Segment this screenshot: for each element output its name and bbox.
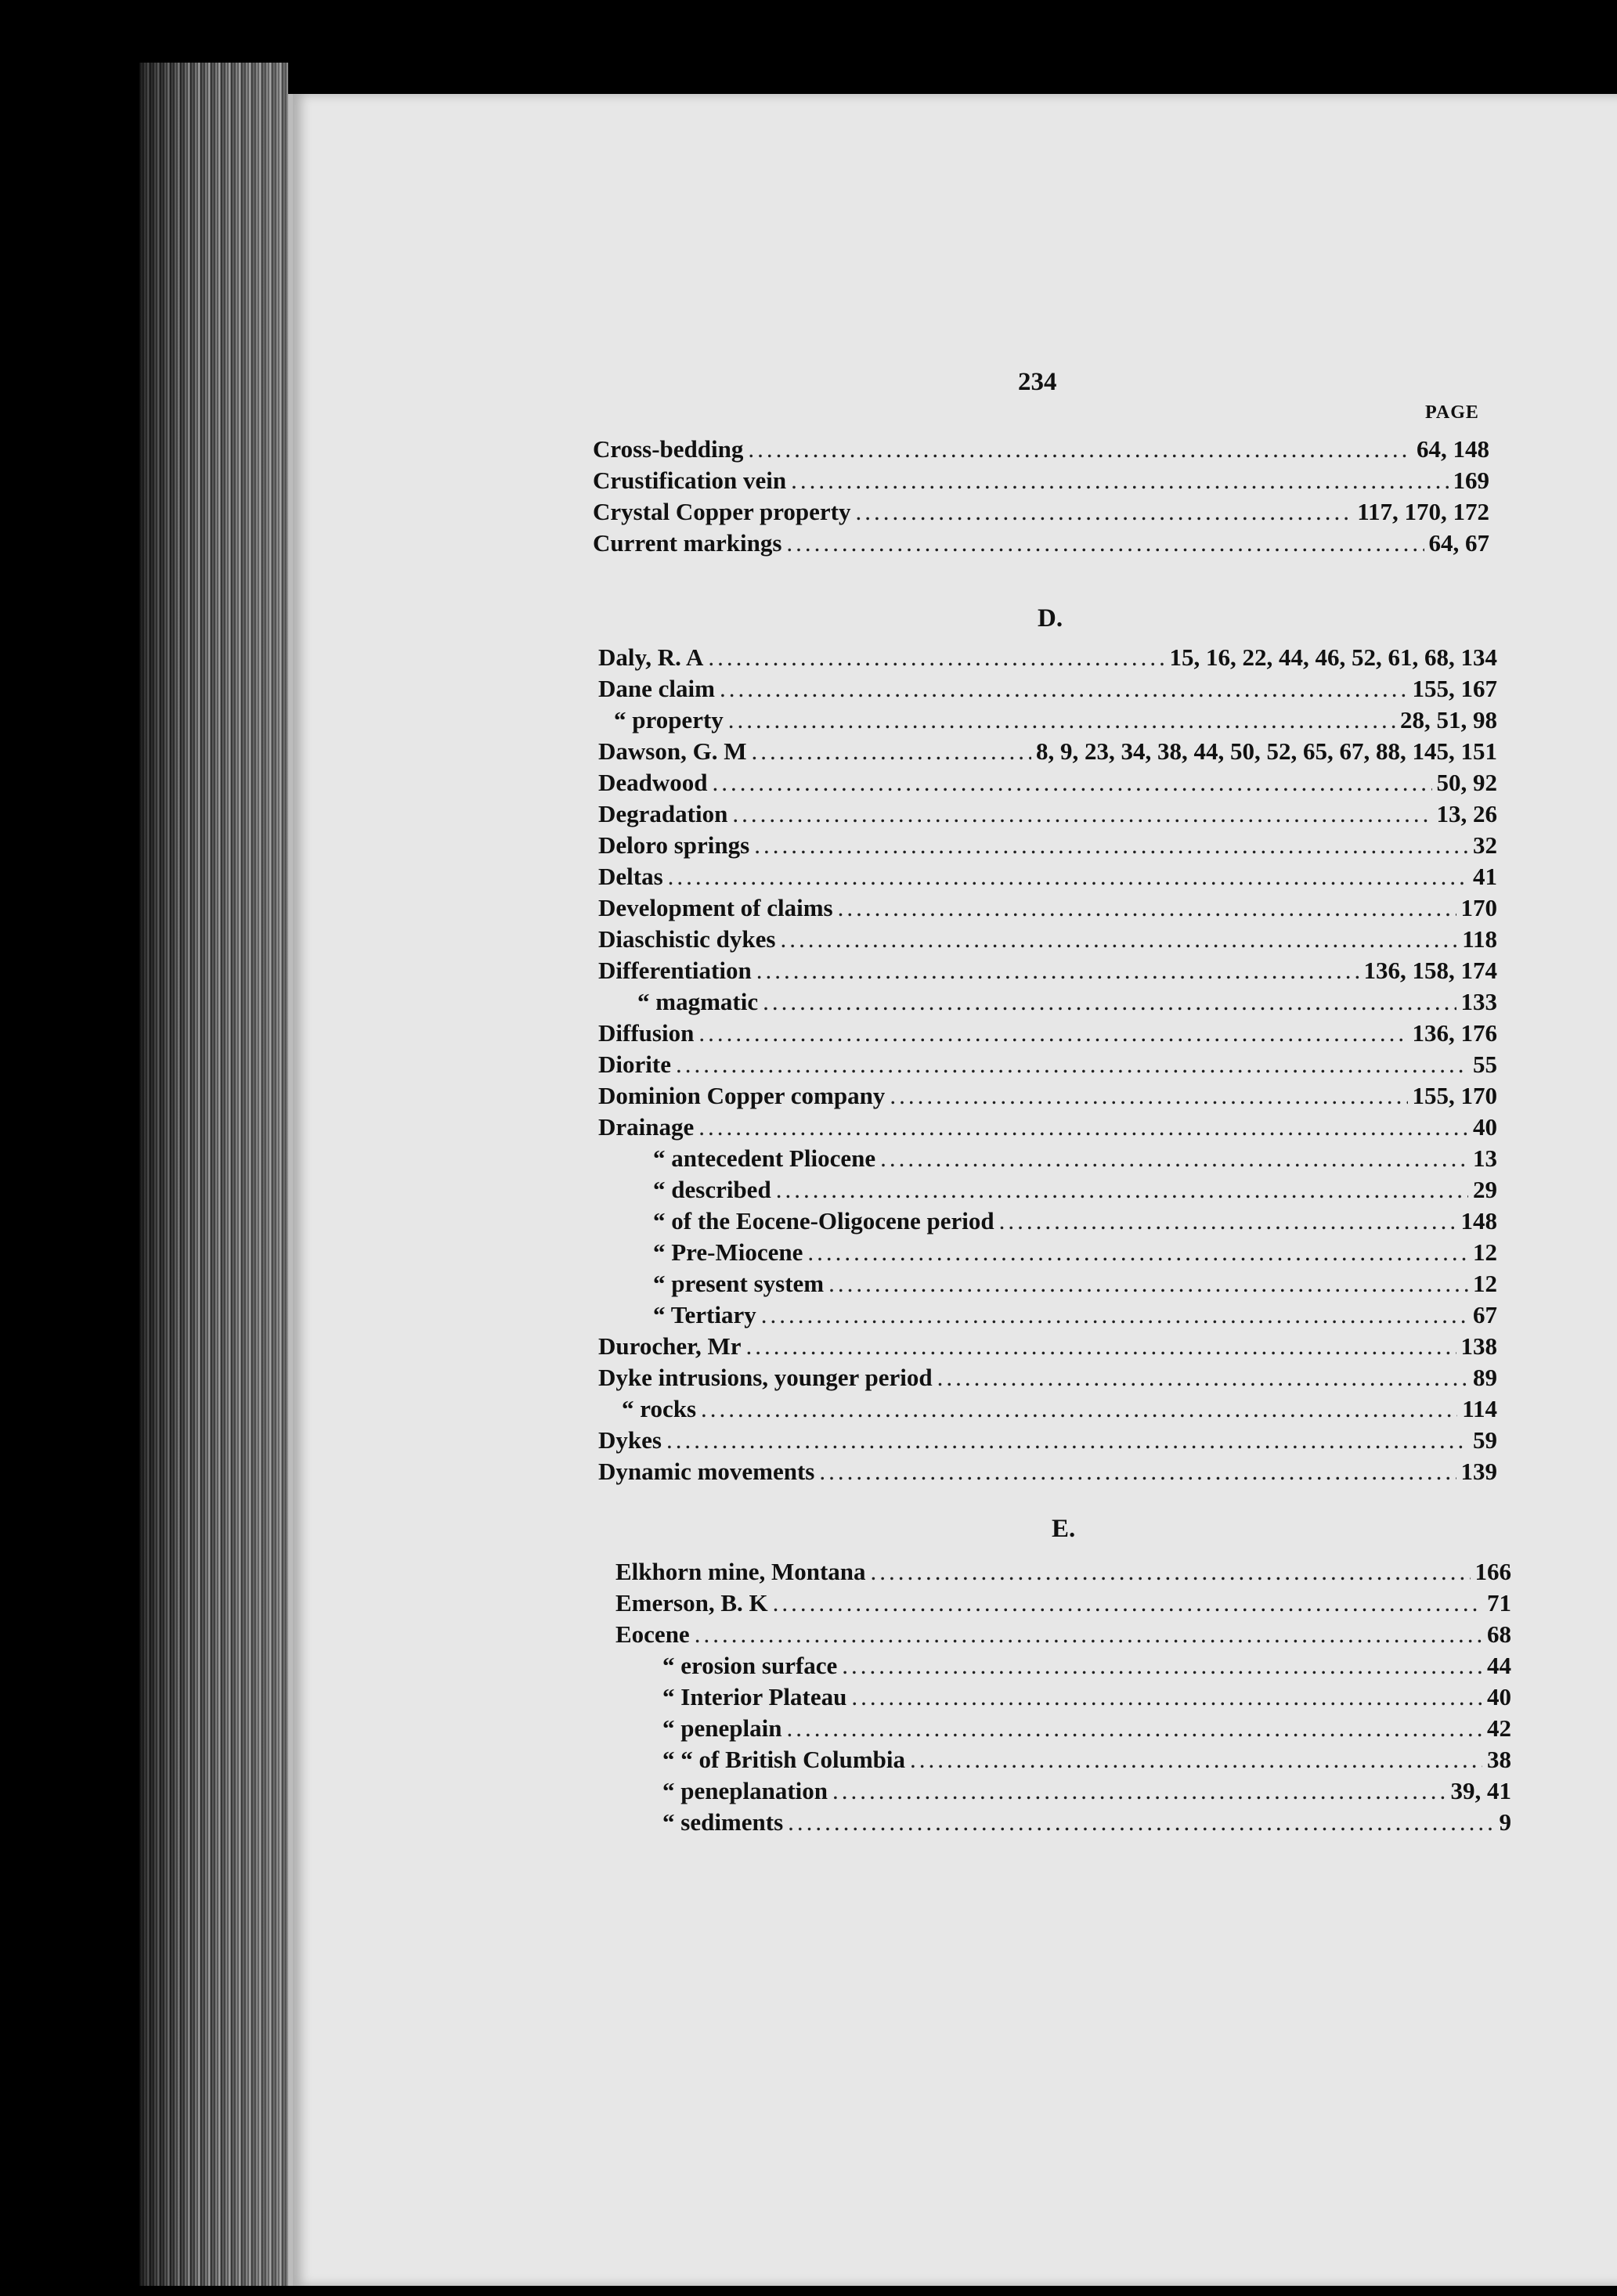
index-entry-pages: 139 [1460,1458,1497,1485]
index-entry [614,706,1497,737]
index-entry [615,1558,1511,1589]
index-entry [662,1808,1511,1840]
index-entry [662,1746,1511,1777]
dot-leader [773,1589,1482,1617]
index-entry-pages: 41 [1473,863,1497,890]
index-entry-pages: 32 [1473,831,1497,859]
dot-leader [819,1458,1456,1486]
index-entry-label: Deltas [598,863,663,890]
index-entry-pages: 136, 176 [1412,1019,1497,1047]
dot-leader [781,925,1458,953]
index-entry-label: Diffusion [598,1019,695,1047]
index-entry-pages: 40 [1473,1113,1497,1141]
index-entry-label: Crystal Copper property [593,498,851,525]
dot-leader [720,675,1408,703]
index-entry-pages: 59 [1473,1426,1497,1454]
index-entry [653,1144,1497,1176]
dot-leader [728,706,1395,734]
index-entry-label: Degradation [598,800,728,827]
index-entry-label: “ magmatic [637,988,759,1015]
dot-leader [761,1301,1468,1329]
dot-leader [713,769,1432,797]
dot-leader [754,831,1468,860]
dot-leader [756,957,1359,985]
index-entry [598,925,1497,957]
index-entry-pages: 148 [1460,1207,1497,1235]
index-entry-label: Dyke intrusions, younger period [598,1364,933,1391]
index-entry [598,894,1497,925]
index-entry-pages: 28, 51, 98 [1400,706,1497,733]
dot-leader [666,1426,1468,1454]
index-entry [598,800,1497,831]
index-entry-pages: 136, 158, 174 [1363,957,1497,984]
index-entry-pages: 13, 26 [1436,800,1497,827]
index-entry [662,1777,1511,1808]
index-entry-label: Crustification vein [593,467,787,494]
index-entry-label: “ described [653,1176,771,1203]
dot-leader [695,1620,1482,1649]
index-entry-label: “ present system [653,1270,825,1297]
dot-leader [751,737,1031,766]
dot-leader [890,1082,1407,1110]
index-entry [598,1019,1497,1051]
index-entry [653,1176,1497,1207]
index-entry-pages: 138 [1460,1332,1497,1360]
index-entry-label: “ peneplanation [662,1777,828,1804]
dot-leader [701,1395,1457,1423]
index-entry-label: “ Tertiary [653,1301,756,1328]
index-entry-label: “ “ of British Columbia [662,1746,906,1773]
dot-leader [746,1332,1456,1361]
dot-leader [807,1238,1468,1267]
dot-leader [786,1714,1482,1743]
dot-leader [910,1746,1482,1774]
dot-leader [786,529,1424,557]
dot-leader [937,1364,1468,1392]
dot-leader [776,1176,1468,1204]
index-entry-label: Cross-bedding [593,435,744,463]
index-entry [598,1426,1497,1458]
index-entry-label: “ rocks [622,1395,697,1422]
dot-leader [871,1558,1471,1586]
index-entry-label: “ sediments [662,1808,784,1836]
index-entry-label: Dynamic movements [598,1458,815,1485]
index-entry-label: Development of claims [598,894,833,921]
index-entry-pages: 55 [1473,1051,1497,1078]
index-entry-label: Emerson, B. K [615,1589,768,1617]
dot-leader [748,435,1412,463]
dot-leader [838,894,1456,922]
index-entry-pages: 44 [1487,1652,1511,1679]
index-entry-label: “ peneplain [662,1714,782,1742]
index-entry [662,1652,1511,1683]
index-entry-pages: 114 [1462,1395,1497,1422]
index-entry-label: Eocene [615,1620,690,1648]
index-entry-pages: 155, 170 [1412,1082,1497,1109]
index-entry-pages: 166 [1474,1558,1511,1585]
index-entry-pages: 117, 170, 172 [1357,498,1489,525]
section-letter-d: D. [1038,604,1063,633]
index-entry-label: Deloro springs [598,831,750,859]
index-entry [598,1458,1497,1489]
index-entry-label: Dykes [598,1426,662,1454]
index-entry [598,863,1497,894]
index-entry-label: Dawson, G. M [598,737,747,765]
index-entry-label: “ property [614,706,724,733]
index-entry [593,529,1489,560]
index-entry-label: “ antecedent Pliocene [653,1144,876,1172]
index-entry [598,831,1497,863]
index-entry-label: Dane claim [598,675,715,702]
index-entry [598,1113,1497,1144]
index-entry-label: Dominion Copper company [598,1082,886,1109]
index-entry-pages: 39, 41 [1450,1777,1511,1804]
dot-leader [763,988,1456,1016]
index-entry-label: “ of the Eocene-Oligocene period [653,1207,994,1235]
index-entry [593,467,1489,498]
index-entry [598,737,1497,769]
index-entry [593,435,1489,467]
index-entry [653,1207,1497,1238]
index-entry [598,769,1497,800]
index-entry-pages: 13 [1473,1144,1497,1172]
index-entry-pages: 64, 67 [1428,529,1489,557]
index-entry-label: “ erosion surface [662,1652,838,1679]
index-entry [598,643,1497,675]
index-entry-pages: 8, 9, 23, 34, 38, 44, 50, 52, 65, 67, 88, 145, 151 [1036,737,1497,765]
index-entry [598,1051,1497,1082]
index-entry [598,1364,1497,1395]
index-entry [662,1714,1511,1746]
index-entry-label: Daly, R. A [598,643,704,671]
index-entry-pages: 170 [1460,894,1497,921]
index-entry [598,957,1497,988]
index-entry-pages: 12 [1473,1270,1497,1297]
dot-leader [828,1270,1468,1298]
dot-leader [676,1051,1468,1079]
index-entry-label: Differentiation [598,957,752,984]
index-entry-pages: 9 [1499,1808,1511,1836]
index-entry [593,498,1489,529]
dot-leader [708,643,1164,672]
dot-leader [732,800,1431,828]
dot-leader [851,1683,1482,1711]
dot-leader [788,1808,1494,1836]
index-entry-label: Diorite [598,1051,671,1078]
index-entry-pages: 50, 92 [1436,769,1497,796]
index-entry [662,1683,1511,1714]
index-entry-pages: 64, 148 [1417,435,1489,463]
index-entry [637,988,1497,1019]
index-entry-pages: 71 [1487,1589,1511,1617]
index-entry [598,675,1497,706]
index-entry-pages: 155, 167 [1412,675,1497,702]
index-entry [653,1301,1497,1332]
index-entry-pages: 169 [1453,467,1489,494]
index-entry-pages: 118 [1462,925,1497,953]
index-entry-pages: 12 [1473,1238,1497,1266]
dot-leader [856,498,1353,526]
index-entry-pages: 40 [1487,1683,1511,1710]
index-entry [653,1238,1497,1270]
dot-leader [668,863,1468,891]
section-letter-e: E. [1052,1515,1076,1543]
index-entry [598,1082,1497,1113]
index-entry-pages: 67 [1473,1301,1497,1328]
book-page-edges [139,63,288,2286]
page-number: 234 [1018,368,1057,396]
index-entry-pages: 29 [1473,1176,1497,1203]
index-entry-pages: 68 [1487,1620,1511,1648]
index-entry-pages: 42 [1487,1714,1511,1742]
index-entry-pages: 89 [1473,1364,1497,1391]
index-entry [598,1332,1497,1364]
dot-leader [832,1777,1446,1805]
index-entry [615,1589,1511,1620]
dot-leader [698,1113,1468,1141]
index-entry-label: Elkhorn mine, Montana [615,1558,866,1585]
index-entry-label: Diaschistic dykes [598,925,776,953]
dot-leader [791,467,1448,495]
index-entry-label: Durocher, Mr [598,1332,742,1360]
dot-leader [880,1144,1468,1173]
index-entry-pages: 38 [1487,1746,1511,1773]
index-entry-label: Current markings [593,529,782,557]
index-entry-label: Deadwood [598,769,708,796]
index-entry [653,1270,1497,1301]
index-entry-label: “ Interior Plateau [662,1683,847,1710]
dot-leader [999,1207,1456,1235]
index-entry-pages: 15, 16, 22, 44, 46, 52, 61, 68, 134 [1169,643,1497,671]
index-entry [615,1620,1511,1652]
index-entry [622,1395,1497,1426]
index-entry-label: Drainage [598,1113,695,1141]
page-column-header: PAGE [1425,402,1479,423]
dot-leader [698,1019,1407,1047]
index-entry-pages: 133 [1460,988,1497,1015]
index-entry-label: “ Pre-Miocene [653,1238,803,1266]
dot-leader [842,1652,1482,1680]
